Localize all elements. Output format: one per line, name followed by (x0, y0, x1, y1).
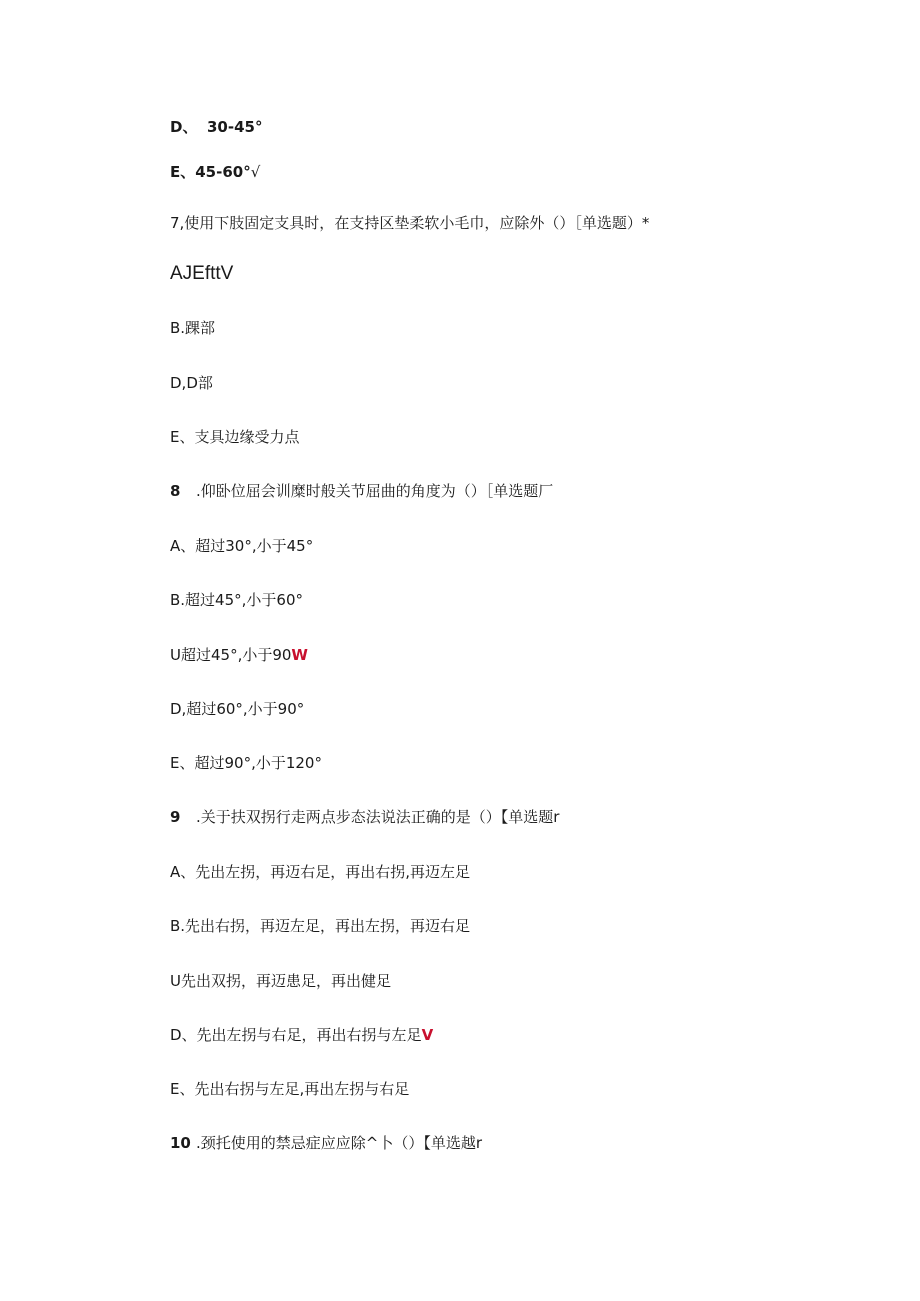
option-prefix: E、 (170, 163, 196, 181)
question-number: 8 (170, 482, 181, 500)
option-b (170, 318, 215, 338)
option-c-correct (170, 645, 308, 665)
option-a-garbled (170, 264, 233, 284)
question-8 (170, 481, 553, 501)
option-text: A、先出左拐，再迈右足，再出右拐,再迈左足 (170, 863, 471, 881)
option-text: E、先出右拐与左足,再出左拐与右足 (170, 1080, 410, 1098)
option-d (170, 699, 304, 719)
question-10 (170, 1133, 482, 1153)
option-a (170, 862, 470, 882)
option-d (170, 373, 213, 393)
question-text: .颈托使用的禁忌症应应除^卜（）【单选越r (196, 1134, 483, 1152)
question-text: .仰卧位屈会训糜时般关节屈曲的角度为（）［单选题厂 (196, 482, 554, 500)
option-text: B.先出右拐，再迈左足，再出左拐，再迈右足 (170, 917, 471, 935)
correct-mark: V (421, 1026, 434, 1044)
question-text: .关于扶双拐行走两点步态法说法正确的是（）【单选题r (196, 808, 560, 826)
question-number: 9 (170, 808, 181, 826)
question-9 (170, 807, 559, 827)
option-text: U超过45°,小于90 (170, 646, 292, 664)
option-text: U先出双拐，再迈患足，再出健足 (170, 972, 391, 990)
option-e-correct (170, 162, 260, 182)
option-text: 30-45° (207, 118, 263, 136)
option-text: E、支具边缘受力点 (170, 428, 300, 446)
option-text: D,D部 (170, 374, 213, 392)
option-e (170, 753, 322, 773)
option-b (170, 916, 470, 936)
option-e (170, 427, 299, 447)
question-number: 10 (170, 1134, 191, 1152)
option-prefix: D、 (170, 118, 198, 136)
option-c (170, 971, 391, 991)
question-text: 7,使用下肢固定支具时，在支持区垫柔软小毛巾，应除外（）［单选题）* (170, 214, 650, 232)
option-text: 45-60° (195, 163, 251, 181)
option-text: A、超过30°,小于45° (170, 537, 314, 555)
option-text: D、先出左拐与右足，再出右拐与左足 (170, 1026, 422, 1044)
question-7 (170, 213, 649, 233)
option-a (170, 536, 313, 556)
correct-mark: W (291, 646, 308, 664)
option-d-correct (170, 1025, 433, 1045)
option-text: AJEfttV (170, 263, 234, 284)
option-b (170, 590, 303, 610)
option-e (170, 1079, 409, 1099)
option-text: B.踝部 (170, 319, 216, 337)
option-text: B.超过45°,小于60° (170, 591, 304, 609)
check-mark: √ (250, 163, 261, 181)
option-text: D,超过60°,小于90° (170, 700, 305, 718)
option-text: E、超过90°,小于120° (170, 754, 322, 772)
option-d (170, 117, 262, 137)
